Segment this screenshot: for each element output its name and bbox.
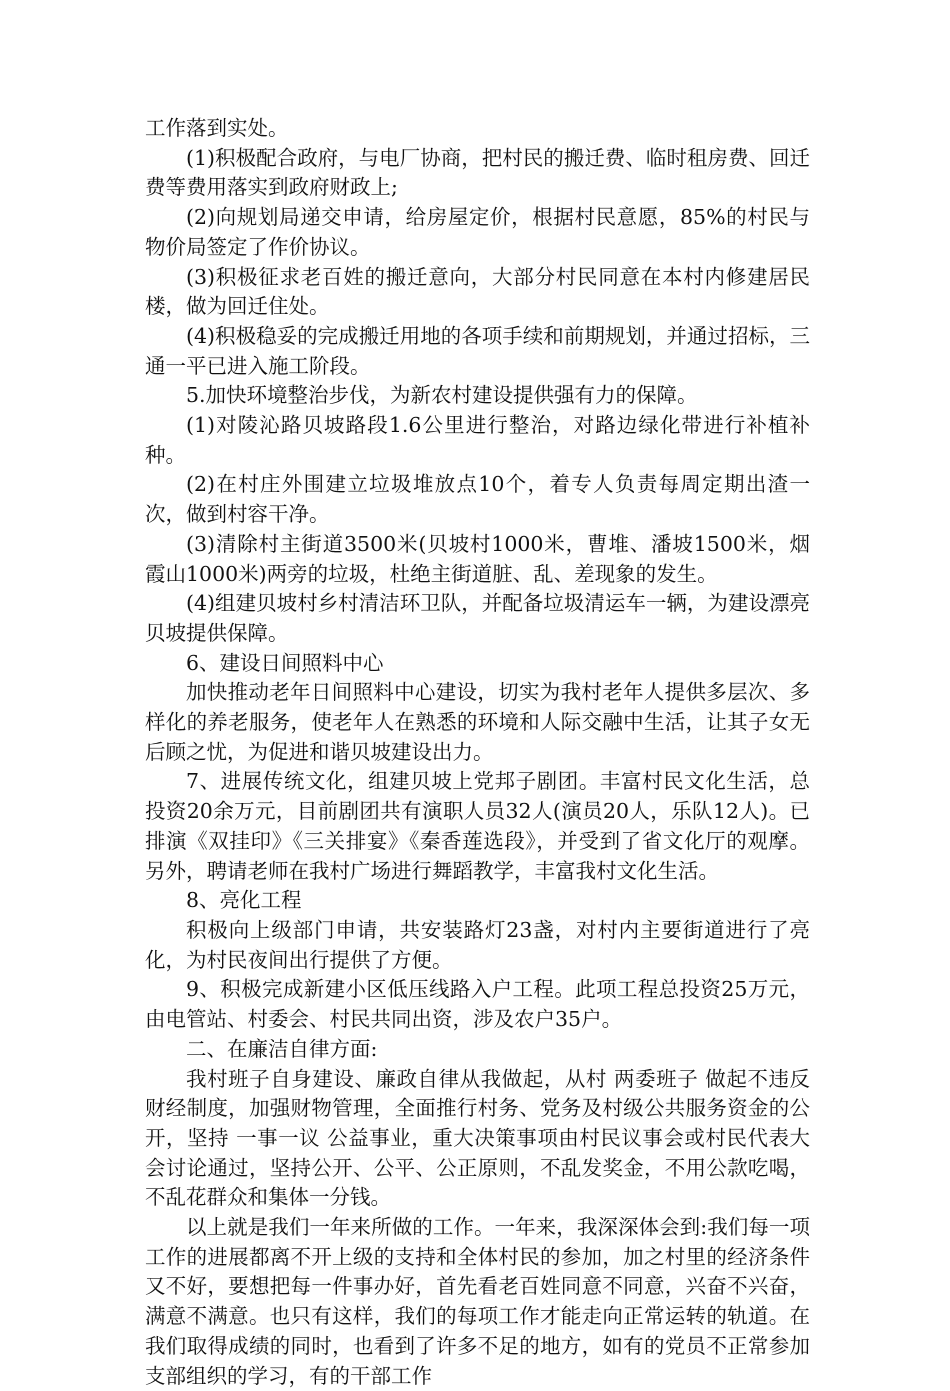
paragraph-relocation-item-3: (3)积极征求老百姓的搬迁意向，大部分村民同意在本村内修建居民楼，做为回迁住处。 (145, 264, 810, 319)
paragraph-day-care: 加快推动老年日间照料中心建设，切实为我村老年人提供多层次、多样化的养老服务，使老年人在熟悉的环境和人际交融中生活，让其子女无后顾之忧，为促进和谐贝坡建设出力。 (145, 680, 810, 764)
paragraph-relocation-item-1: (1)积极配合政府，与电厂协商，把村民的搬迁费、临时租房费、回迁费等费用落实到政府财政上; (145, 145, 810, 200)
section-heading-day-care: 6、建设日间照料中心 (186, 650, 384, 675)
paragraph-culture: 7、进展传统文化，组建贝坡上党邦子剧团。丰富村民文化生活，总投资20余万元，目前剧团共有演职人员32人(演员20人，乐队12人)。已排演《双挂印》《三关排宴》《秦香莲选段》，并受到了省文化厅的观摩。另外，聘请老师在我村广场进行舞蹈教学，丰富我村文化生活。 (145, 769, 810, 883)
document-page (145, 114, 810, 1391)
paragraph-relocation-item-4: (4)积极稳妥的完成搬迁用地的各项手续和前期规划，并通过招标，三通一平已进入施工阶段。 (145, 323, 810, 378)
paragraph-environment-item-2: (2)在村庄外围建立垃圾堆放点10个，着专人负责每周定期出渣一次，做到村容干净。 (145, 472, 810, 527)
paragraph-environment-item-1: (1)对陵沁路贝坡路段1.6公里进行整治，对路边绿化带进行补植补种。 (145, 413, 810, 467)
section-heading-lighting: 8、亮化工程 (186, 888, 302, 913)
paragraph-environment-item-3: (3)清除村主街道3500米(贝坡村1000米，曹堆、潘坡1500米，烟霞山1000米)两旁的垃圾，杜绝主街道脏、乱、差现象的发生。 (145, 531, 810, 586)
paragraph-relocation-item-2: (2)向规划局递交申请，给房屋定价，根据村民意愿，85%的村民与物价局签定了作价协议。 (145, 205, 810, 259)
paragraph-summary: 以上就是我们一年来所做的工作。一年来，我深深体会到:我们每一项工作的进展都离不开上级的支持和全体村民的参加，加之村里的经济条件又不好，要想把每一件事办好，首先看老百姓同意不同意，兴奋不兴奋，满意不满意。也只有这样，我们的每项工作才能走向正常运转的轨道。在我们取得成绩的同时，也看到了许多不足的地方，如有的党员不正常参加支部组织的学习，有的干部工作 (145, 1215, 810, 1388)
paragraph-continuation: 工作落到实处。 (145, 116, 289, 140)
paragraph-lighting: 积极向上级部门申请，共安装路灯23盏，对村内主要街道进行了亮化，为村民夜间出行提供了方便。 (145, 917, 810, 972)
section-heading-environment: 5.加快环境整治步伐，为新农村建设提供强有力的保障。 (186, 383, 698, 408)
paragraph-power-lines: 9、积极完成新建小区低压线路入户工程。此项工程总投资25万元，由电管站、村委会、村民共同出资，涉及农户35户。 (145, 977, 810, 1032)
paragraph-integrity: 我村班子自身建设、廉政自律从我做起，从村 两委班子 做起不违反财经制度，加强财物管理，全面推行村务、党务及村级公共服务资金的公开，坚持 一事一议 公益事业，重大决策事项由村民议事会或村民代表大会讨论通过，坚持公开、公平、公正原则，不乱发奖金，不用公款吃喝，不乱花群众和集体一分钱。 (145, 1066, 810, 1210)
section-heading-integrity: 二、在廉洁自律方面: (186, 1036, 378, 1061)
paragraph-environment-item-4: (4)组建贝坡村乡村清洁环卫队，并配备垃圾清运车一辆，为建设漂亮贝坡提供保障。 (145, 591, 810, 645)
